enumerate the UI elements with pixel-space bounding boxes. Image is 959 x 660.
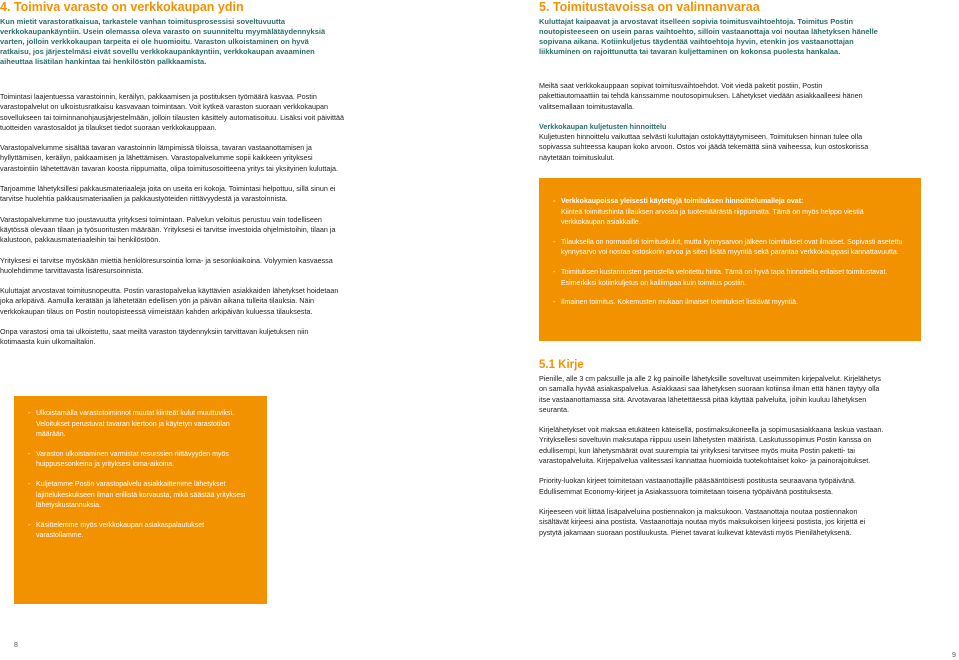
paragraph: Toimintasi laajentuessa varastoinnin, keräilyn, pakkaamisen ja postituksen työmäärä kasvaa. Postin varastopalvelut on ulkoistusratkaisu kasvavaan toimintaan. Voit kytkeä varaston suoraan verkkokaupan sovellukseen tai toiminnanohjausjärjestelmään, jolloin tilausten käsittely automatisoituu. Lisäksi voit päivittää tuotteiden varastosaldot ja tilaukset tiedot suoraan verkkokauppaan. [0,92,344,132]
paragraph: Varastopalvelumme sisältää tavaran varastoinnin lämpimissä tiloissa, tavaran vastaanottamisen ja hyllyttämisen, keräilyn, pakkaamisen ja lähettämisen. Varastopalvelumme sopii kaikkeen yrityksesi varastointiin lähetettävän tavaran koosta riippumatta, olipa toimitusosoitteena yritys tai yksityinen kuluttaja. [0,143,338,173]
list-item: - Kuljetamme Postin varastopalvelu asiakkaittemme lähetykset lajittelukeskukseen ilman erillistä korvausta, mikä säästää yrityksesi lähetyskustannuksia. [28,480,253,512]
list-item: - Tilauksella on normaalisti toimituskulut, mutta kynnysarvon jälkeen toimitukset ovat ilmaiset. Sopivasti asetettu kynnysarvo voi nostaa ostoskorin arvoa ja siten lisätä myyntiä sekä parantaa verkkokauppasi kannattavuutta. [553,238,907,259]
paragraph: Pienille, alle 3 cm paksuille ja alle 2 kg painoille lähetyksille soveltuvat useimmiten kirjepalvelut. Kirjelähetys on samalla hyvää asiakaspalvelua. Asiakkaasi saa lähetyksen suoraan kotiinsa ilman että hänen täytyy olla itse vastaanottamassa sitä. Arvotavaraa lähetettäessä pitää käyttää palveluita, joihin kuuluu lähetyksen seuranta. [539,374,881,414]
list-item: - Ulkoistamalla varastotoiminnot muutat kiinteät kulut muuttuviksi. Veloitukset perustuvat tavaran kiertoon ja käytetyn varastotilan määrään. [28,409,253,441]
paragraph: Priority-luokan kirjeet toimitetaan vastaanottajille pääsääntöisesti postitusta seuraavana työpäivänä. Edullisemmat Economy-kirjeet ja Asiakassuora toimitetaan toisena työpäivänä postituksesta. [539,476,856,496]
paragraph: Kirjeeseen voit liittää lisäpalveluina postiennakon ja maksukoon. Vastaanottaja noutaa postiennakon sisältävät kirjeesi aina postista. Vastaanottaja noutaa myös maksukoisen kirjeesi postista, jos kirjettä ei pystytä jakamaan suoraan postiluukusta. Pienet tavarat kulkevat kätevästi myös Pienilähetyksenä. [539,506,866,537]
page-number: 9 [952,652,956,659]
left-body [0,92,345,358]
left-page-heading: 4. Toimiva varasto on verkkokaupan ydin [0,0,244,14]
box-title-text: Verkkokaupoissa yleisesti käytettyjä toimituksen hinnoittelumalleja ovat: [561,198,804,205]
left-benefits-box [14,396,267,604]
list-item: - Toimituksen kustannusten perustella veloitettu hinta. Tämä on hyvä tapa hinnoitella erilaiset toimitustavat. Esimerkiksi kotiinkuljetus on kalliimpaa kuin toimitus postiin. [553,268,907,289]
box-title [553,197,907,229]
section-subheading: 5.1 Kirje [539,359,584,371]
page-number: 8 [14,642,18,649]
paragraph: Tarjoamme lähetyksillesi pakkausmateriaaleja joita on useita eri kokoja. Toimintasi helpottuu, sillä sinun ei tarvitse huolehtia pakkausmateriaalien ja pakkaustyöteiden riittävyydestä ja varastoinnista. [0,184,336,204]
subhead: Verkkokaupan kuljetusten hinnoittelu [539,121,667,131]
list-item: - Ilmainen toimitus. Kokemusten mukaan ilmaiset toimitukset lisäävät myyntiä. [553,298,907,309]
list-item: - Käsittelemme myös verkkokaupan asiakaspalautukset varastollamme. [28,521,253,542]
list-item: - Varaston ulkoistaminen varmistat resurssien riittävyyden myös huippusesonkeina ja yrityksesi loma-aikoina. [28,450,253,471]
paragraph: Kuluttajat arvostavat toimitusnopeutta. Postin varastopalvelua käyttävien asiakkaiden lähetykset hoidetaan joka arkipäivä. Aamulla kerätään ja lähetetään edellisen yön ja päivän aikana tulleita tilauksia. Näin verkkokaupan tilaus on Postin noutopisteessä viimeistään kahden arkipäivän kuluessa tilauksesta. [0,286,339,316]
paragraph: Yrityksesi ei tarvitse myöskään miettiä henkilöresursointia loma- ja sesonkiaikoina. Volyymien kasvaessa huolehdimme tarvittavasta lisäresursoinnista. [0,255,333,275]
paragraph: Varastopalvelumme tuo joustavuutta yrityksesi toimintaan. Palvelun veloitus perustuu vain todelliseen käytössä olevaan tilaan ja työsuoritusten määrään. Yrityksesi ei tarvitse investoida ohjelmistoihin, tilaan ja kalustoon, pakkausmateriaaleihin tai henkilöstöön. [0,214,336,245]
right-page-heading: 5. Toimitustavoissa on valinnanvaraa [539,0,760,14]
left-intro: Kun mietit varastoratkaisua, tarkastele vanhan toimitusprosessisi soveltuvuutta verkkokaupankäyntiin. Usein olemassa oleva varasto on suunniteltu myymälätäydennyksiä varten, jolloin verkkokaupan tarpeita ei ole huomioitu. Varaston ulkoistaminen on hyvä ratkaisu, jos järjestelmäsi eivät sovellu verkkokaupankäyntiin, verkkokaupan avaaminen aiheuttaa lisätilan hankintaa tai henkilöstön palkkaamista. [0,17,326,66]
right-body-bottom [539,374,884,548]
box-first-item: Kiinteä toimitushinta tilauksen arvosta ja tuotemäärästä riippumatta. Tämä on myös helppo viestiä verkkokaupan asiakkaille. [561,208,864,227]
paragraph: Meiltä saat verkkokauppaan sopivat toimitusvaihtoehdot. Voit viedä paketit postiin, Postin pakettiautomaattiin tai tehdä kanssamme noutosopimuksen. Lähetykset viedään asiakkaalleesi hänen valitsemallaan toimitustavalla. [539,81,863,111]
paragraph: Onpa varastosi oma tai ulkoistettu, saat meiltä varaston täydennyksiin tarvittavan kuljetuksen niin kotimaasta kuin ulkomailtakin. [0,327,309,347]
right-intro: Kuluttajat kaipaavat ja arvostavat itselleen sopivia toimitusvaihtoehtoja. Toimitus Postin noutopisteeseen on usein paras vaihtoehto, silloin vastaanottaja voi noutaa lähetyksen hänelle sopivana aikana. Kotiinkuljetus täydentää vaihtoehtoja hyvin, etenkin jos vastaanottajan liikkuminen on rajoittunutta tai tavaran kuljettaminen on kokonsa puolesta hankalaa. [539,17,878,56]
pricing-models-box [539,178,921,341]
right-body-top [539,81,879,173]
paragraph: Kuljetusten hinnoittelu vaikuttaa selvästi kuluttajan ostokäyttäytymiseen. Toimituksen hinnan tulee olla sopivassa suhteessa kaupan koko arvoon. Ostos voi jäädä tekemättä siinä vaiheessa, kun ostoskorissa näytetään toimituskulut. [539,132,869,162]
paragraph: Kirjelähetykset voit maksaa etukäteen käteisellä, postimaksukoneella ja sopimusasiakkaana laskua vastaan. Yrityksellesi soveltuvin maksutapa riippuu usein lähetysten määristä. Laskutussopimus Postin kanssa on edullisempi, kun lähetysmäärät ovat suurempia tai yrityksesi tarvitsee myös muita Postin paketti- tai varastopalveluita. Kirjepalvelua valitessasi kannattaa huomioida tuotekohtaiset koko- ja painorajoitukset. [539,425,884,466]
